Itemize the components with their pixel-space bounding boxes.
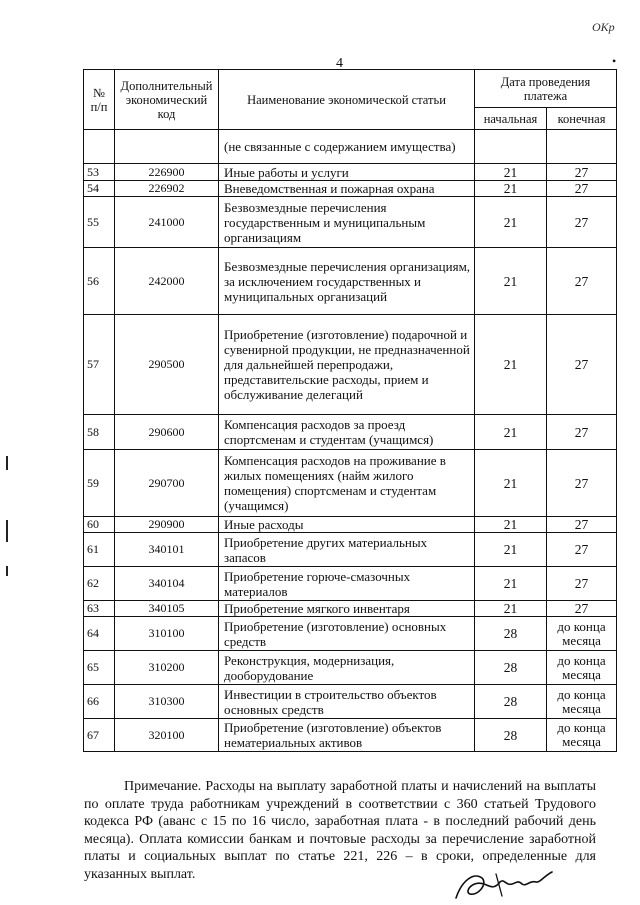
row-number: 61 <box>84 533 115 567</box>
row-article-name: Реконструкция, модернизация, дооборудование <box>219 651 475 685</box>
row-start-date: 21 <box>475 164 547 181</box>
row-end-date: 27 <box>547 164 617 181</box>
row-number: 64 <box>84 617 115 651</box>
row-article-name: Вневедомственная и пожарная охрана <box>219 181 475 197</box>
table-row <box>84 651 617 685</box>
row-article-name: Безвозмездные перечисления организациям, за исключением государственных и муниципальных организаций <box>219 248 475 315</box>
table-row <box>84 533 617 567</box>
margin-mark <box>6 520 8 542</box>
table-row <box>84 181 617 197</box>
row-number: 53 <box>84 164 115 181</box>
row-end-date: до конца месяца <box>547 617 617 651</box>
header-date-end: конечная <box>547 108 617 130</box>
row-article-name: Иные расходы <box>219 517 475 533</box>
row-end-date: 27 <box>547 533 617 567</box>
row-number: 59 <box>84 450 115 517</box>
table-row <box>84 164 617 181</box>
row-number: 67 <box>84 719 115 752</box>
table-row <box>84 415 617 450</box>
row-end-date: 27 <box>547 248 617 315</box>
row-number: 58 <box>84 415 115 450</box>
row-number: 62 <box>84 567 115 601</box>
row-code: 310300 <box>115 685 219 719</box>
row-article-name: Приобретение горюче-смазочных материалов <box>219 567 475 601</box>
row-code <box>115 130 219 164</box>
margin-mark <box>6 566 8 576</box>
row-code: 226900 <box>115 164 219 181</box>
row-article-name: Приобретение (изготовление) объектов нематериальных активов <box>219 719 475 752</box>
page-number: 4 <box>336 56 343 71</box>
row-end-date: 27 <box>547 567 617 601</box>
row-number: 54 <box>84 181 115 197</box>
header-code: Дополнительный экономический код <box>115 70 219 130</box>
corner-dot: • <box>612 54 617 68</box>
table-row <box>84 197 617 248</box>
row-code: 226902 <box>115 181 219 197</box>
footnote-text: Примечание. Расходы на выплату заработной платы и начислений на выплаты по оплате труда работникам учреждений в соответствии с 360 статьей Трудового кодекса РФ (аванс с 15 по 16 число, заработная плата - в последний рабочий день месяца). Оплата комиссии банкам и почтовые расходы за перечисление заработной платы и социальных выплат по статье 221, 226 – в сроки, определенные для указанных выплат. <box>84 779 596 882</box>
row-end-date: 27 <box>547 450 617 517</box>
header-name: Наименование экономической статьи <box>219 70 475 130</box>
header-date: Дата проведения платежа <box>475 70 617 108</box>
row-code: 241000 <box>115 197 219 248</box>
table-row <box>84 130 617 164</box>
row-start-date: 21 <box>475 567 547 601</box>
row-article-name: (не связанные с содержанием имущества) <box>219 130 475 164</box>
row-start-date: 21 <box>475 415 547 450</box>
row-code: 310200 <box>115 651 219 685</box>
table-row <box>84 617 617 651</box>
row-start-date: 21 <box>475 315 547 415</box>
row-number <box>84 130 115 164</box>
row-code: 242000 <box>115 248 219 315</box>
row-article-name: Приобретение (изготовление) основных средств <box>219 617 475 651</box>
row-code: 340101 <box>115 533 219 567</box>
row-code: 290600 <box>115 415 219 450</box>
row-end-date: 27 <box>547 415 617 450</box>
row-code: 290500 <box>115 315 219 415</box>
table-row <box>84 719 617 752</box>
corner-handwritten-mark: ОКр <box>592 20 615 34</box>
table-row <box>84 567 617 601</box>
row-start-date: 28 <box>475 685 547 719</box>
row-code: 290900 <box>115 517 219 533</box>
row-article-name: Компенсация расходов на проживание в жилых помещениях (найм жилого помещения) спортсменам и студентам (учащимся) <box>219 450 475 517</box>
row-number: 57 <box>84 315 115 415</box>
row-article-name: Иные работы и услуги <box>219 164 475 181</box>
row-article-name: Инвестиции в строительство объектов основных средств <box>219 685 475 719</box>
row-start-date <box>475 130 547 164</box>
row-start-date: 28 <box>475 617 547 651</box>
row-code: 340104 <box>115 567 219 601</box>
row-start-date: 21 <box>475 533 547 567</box>
table-row <box>84 685 617 719</box>
row-article-name: Приобретение (изготовление) подарочной и сувенирной продукции, не предназначенной для дальнейшей перепродажи, представительские расходы, прием и обслуживание делегаций <box>219 315 475 415</box>
row-code: 320100 <box>115 719 219 752</box>
row-article-name: Безвозмездные перечисления государственным и муниципальным организациям <box>219 197 475 248</box>
table-row <box>84 248 617 315</box>
row-code: 340105 <box>115 601 219 617</box>
row-start-date: 21 <box>475 181 547 197</box>
row-start-date: 21 <box>475 197 547 248</box>
row-start-date: 21 <box>475 601 547 617</box>
row-start-date: 28 <box>475 719 547 752</box>
row-article-name: Компенсация расходов за проезд спортсменам и студентам (учащимся) <box>219 415 475 450</box>
row-article-name: Приобретение мягкого инвентаря <box>219 601 475 617</box>
row-number: 55 <box>84 197 115 248</box>
row-start-date: 21 <box>475 517 547 533</box>
row-number: 56 <box>84 248 115 315</box>
row-end-date: до конца месяца <box>547 719 617 752</box>
header-num: № п/п <box>84 70 115 130</box>
row-start-date: 21 <box>475 450 547 517</box>
row-number: 66 <box>84 685 115 719</box>
table-row <box>84 450 617 517</box>
budget-articles-table <box>83 69 617 752</box>
row-number: 65 <box>84 651 115 685</box>
row-number: 60 <box>84 517 115 533</box>
row-number: 63 <box>84 601 115 617</box>
row-end-date: 27 <box>547 601 617 617</box>
margin-mark <box>6 456 8 470</box>
row-code: 310100 <box>115 617 219 651</box>
row-end-date: 27 <box>547 517 617 533</box>
row-start-date: 21 <box>475 248 547 315</box>
row-end-date: 27 <box>547 181 617 197</box>
handwritten-signature <box>452 866 562 902</box>
row-end-date: до конца месяца <box>547 651 617 685</box>
row-start-date: 28 <box>475 651 547 685</box>
row-end-date: 27 <box>547 315 617 415</box>
row-end-date: 27 <box>547 197 617 248</box>
table-row <box>84 601 617 617</box>
header-date-start: начальная <box>475 108 547 130</box>
table-row <box>84 315 617 415</box>
row-end-date: до конца месяца <box>547 685 617 719</box>
row-code: 290700 <box>115 450 219 517</box>
table-row <box>84 517 617 533</box>
row-end-date <box>547 130 617 164</box>
row-article-name: Приобретение других материальных запасов <box>219 533 475 567</box>
